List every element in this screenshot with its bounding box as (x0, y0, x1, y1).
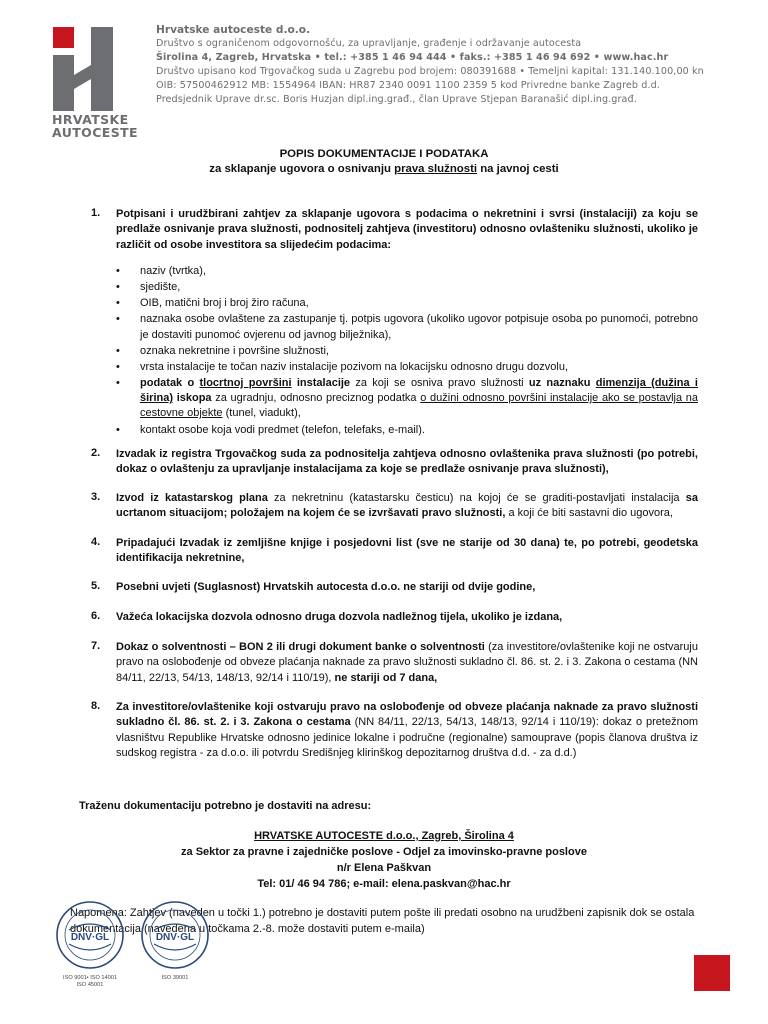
item-6-text: Važeća lokacijska dozvola odnosno druga dozvola nadležnog tijela, ukoliko je izdana, (116, 611, 563, 623)
list-item (116, 376, 698, 422)
item-3-bold-2: sa ucrtanom situacijom; položajem na kojem će se izvršavati pravo služnosti, (116, 492, 698, 520)
list-item: • kontakt osobe koja vodi predmet (telefon, telefaks, e-mail). (116, 423, 698, 438)
item-7-bold-2: ne stariji od 7 dana, (334, 671, 438, 684)
dnv-gl-seal-icon (55, 900, 125, 970)
company-line-4: OIB: 57500462912 MB: 1554964 IBAN: HR87 2340 0091 1100 2359 5 kod Privredne banke Zagreb d.d. (156, 80, 660, 91)
item-7-bold-1: Dokaz o solventnosti – BON 2 ili drugi dokument banke o solventnosti (116, 641, 485, 653)
bullet-bold-1: podatak o (140, 376, 200, 389)
company-info (156, 24, 726, 107)
seal-caption: ISO 39001 (161, 975, 189, 981)
logo-wordmark (52, 113, 138, 139)
company-line-2: Širolina 4, Zagreb, Hrvatska • tel.: +385 1 46 94 444 • faks.: +385 1 46 94 692 • www.hac.hr (156, 52, 669, 63)
item-4-text: Pripadajući Izvadak iz zemljišne knjige i posjedovni list (sve ne starije od 30 dana) te, po potrebi, geodetska identifikacija nekretnine, (116, 537, 698, 565)
item-number: 5. (91, 580, 101, 592)
seal-caption: ISO 9001• ISO 14001 ISO 45001 (63, 975, 117, 988)
logo-right-bar (91, 27, 113, 111)
bullet-underlined-2: dimenzija (dužina i širina) (140, 376, 698, 405)
item-1-bullet-list (116, 264, 698, 439)
list-item: • oznaka nekretnine i površine služnosti, (116, 344, 698, 359)
item-1-text: Potpisani i urudžbirani zahtjev za sklapanje ugovora s podacima o nekretnini i svrsi (instalaciji) za koju se predlaže osnivanje prava služnosti, podnositelj zahtjeva (investitoru) odnosno ovlašteniku služnosti, ukoliko je različit od osobe investitora sa slijedećim podacima: (116, 208, 698, 251)
seal-label: DNV·GL (155, 932, 195, 943)
address-line-2: za Sektor za pravne i zajedničke poslove - Odjel za imovinsko-pravne poslove (181, 846, 587, 858)
bullet-bold-2: instalacije (291, 376, 351, 389)
logo-red-square (53, 27, 74, 48)
bullet-bold-4: iskopa (173, 392, 212, 405)
address-line-3: n/r Elena Paškvan (336, 862, 432, 874)
address-line-4: Tel: 01/ 46 94 786; e-mail: elena.paskvan@hac.hr (257, 878, 511, 890)
document-subtitle (0, 163, 768, 175)
red-square-decoration (694, 955, 730, 991)
item-number: 2. (91, 447, 101, 459)
company-line-5: Predsjednik Uprave dr.sc. Boris Huzjan dipl.ing.građ., član Uprave Stjepan Baranašić dipl.ing.građ. (156, 94, 637, 105)
item-7-text-1: (za investitore/ovlaštenike koji ne ostvaruju pravo na oslobođenje od obveze plaćanja naknade za pravo služnosti sukladno čl. 86. st. 2. i 3. Zakona o cestama (NN 84/11, 22/13, 54/13, 148/13, 92/14 i 110/19), (116, 641, 698, 684)
bullet-underlined-1: tlocrtnoj površini (199, 376, 292, 389)
address-line-1 (0, 830, 768, 842)
item-3-bold-1: Izvod iz katastarskog plana (116, 492, 268, 504)
bullet-bold-3: uz naznaku (528, 376, 596, 389)
logo-word-line1: HRVATSKE (52, 112, 129, 127)
subtitle-part-1: za sklapanje ugovora o osnivanju (209, 163, 395, 175)
company-name: Hrvatske autoceste d.o.o. (156, 24, 311, 36)
logo-word-line2: AUTOCESTE (52, 125, 138, 140)
item-7-text (116, 640, 698, 686)
address-company: HRVATSKE AUTOCESTE d.o.o., Zagreb, Širolina 4 (254, 830, 514, 842)
item-number: 3. (91, 491, 101, 503)
item-number: 8. (91, 700, 101, 712)
document-title: POPIS DOKUMENTACIJE I PODATAKA (279, 148, 489, 160)
item-3-text-1: za nekretninu (katastarsku česticu) na kojoj će se graditi-postavljati instalacija (267, 492, 686, 504)
bullet-underlined-3: o dužini odnosno površini instalacije ako se postavlja na cestovne objekte (140, 392, 699, 420)
list-item: • naznaka osobe ovlaštene za zastupanje tj. potpis ugovora (ukoliko ugovor potpisuje osoba po punomoći, potrebno je dostaviti punomoć ovjerenu od javnog bilježnika), (116, 312, 698, 343)
item-3-text-2: a koji će biti sastavni dio ugovora, (505, 507, 673, 520)
item-8-text (116, 700, 698, 761)
item-number: 4. (91, 536, 101, 548)
bullet-text-2: za ugradnju, odnosno preciznog podatka (211, 392, 421, 405)
address-intro: Traženu dokumentaciju potrebno je dostaviti na adresu: (79, 800, 372, 812)
item-2-text: Izvadak iz registra Trgovačkog suda za podnositelja zahtjeva odnosno ovlaštenika prava služnosti (po potrebi, dokaz o ovlaštenju za upravljanje instalacijama za koje se predlaže osnivanje prava služnosti), (116, 448, 698, 476)
company-line-3: Društvo upisano kod Trgovačkog suda u Zagrebu pod brojem: 080391688 • Temeljni kapital: 131.140.100,00 kn (156, 66, 704, 77)
list-item: • OIB, matični broj i broj žiro računa, (116, 296, 698, 311)
dnv-gl-seal-icon (140, 900, 210, 970)
note-text: Napomena: Zahtjev (naveden u točki 1.) potrebno je dostaviti putem pošte ili predati osobno na urudžbeni zapisnik dok se ostala dokumentacija (navedena u točkama 2.-8. može dostaviti putem e-maila) (70, 907, 695, 935)
logo-left-bar (53, 55, 74, 111)
item-number: 1. (91, 207, 101, 219)
company-line-1: Društvo s ograničenom odgovornošću, za upravljanje, građenje i održavanje autocesta (156, 38, 582, 49)
item-8-text-1: (NN 84/11, 22/13, 54/13, 148/13, 92/14 i 110/19): dokaz o pretežnom vlasništvu Republike Hrvatske odnosno jedinice lokalne i područne (regionalne) samouprave (popis članova društva iz sudskog registra - za d.o.o. ili potvrdu Središnjeg klirinškog depozitarnog društva d.d. - za d.d.) (116, 716, 698, 759)
item-3-text (116, 491, 698, 522)
subtitle-underlined: prava služnosti (394, 163, 478, 175)
bullet-text-1: za koji se osniva pravo služnosti (350, 376, 529, 389)
list-item: • sjedište, (116, 280, 698, 295)
item-8-bold-1: Za investitore/ovlaštenike koji ostvaruju pravo na oslobođenje od obveze plaćanja naknade za pravo služnosti sukladno čl. 86. st. 2. i 3. Zakona o cestama (116, 701, 698, 729)
logo-crossbar (74, 65, 91, 89)
item-number: 7. (91, 640, 101, 652)
list-item: • naziv (tvrtka), (116, 264, 698, 279)
item-5-text: Posebni uvjeti (Suglasnost) Hrvatskih autocesta d.o.o. ne stariji od dvije godine, (116, 581, 536, 593)
item-number: 6. (91, 610, 101, 622)
subtitle-part-3: na javnoj cesti (477, 163, 559, 175)
list-item: • vrsta instalacije te točan naziv instalacije pozivom na lokacijsku odnosno drugu dozvolu, (116, 360, 698, 375)
seal-label: DNV·GL (70, 932, 110, 943)
bullet-text-3: (tunel, viadukt), (222, 407, 301, 420)
